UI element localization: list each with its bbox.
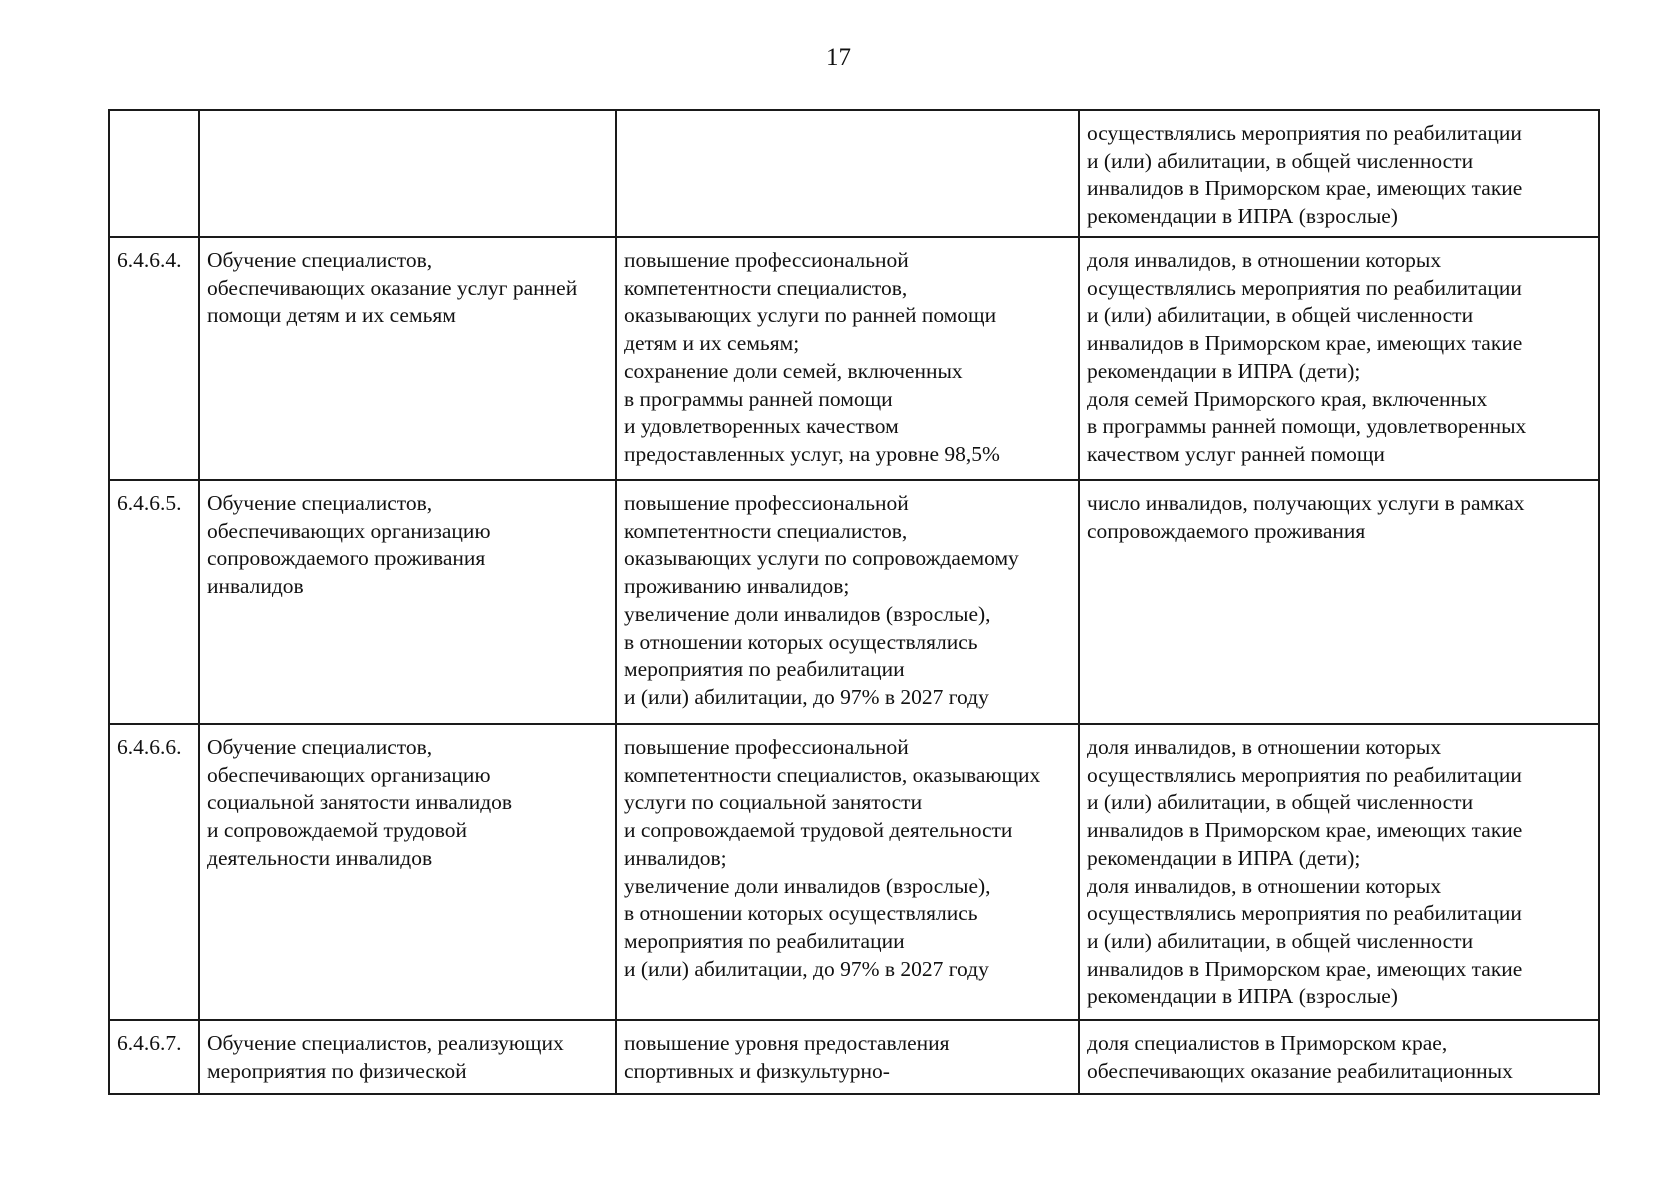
event-text-line: Обучение специалистов, <box>207 491 433 515</box>
event-text-line: Обучение специалистов, реализующих <box>207 1031 564 1055</box>
indicator-text-line: доля инвалидов, в отношении которых <box>1087 735 1442 759</box>
indicator-cell <box>1079 237 1599 480</box>
result-text-line: оказывающих услуги по сопровождаемому <box>624 546 1019 571</box>
indicator-text-line: и (или) абилитации, в общей численности <box>1087 303 1474 328</box>
result-text-line: услуги по социальной занятости <box>624 790 923 815</box>
indicator-text-line: и (или) абилитации, в общей численности <box>1087 928 1474 953</box>
result-text-line: компетентности специалистов, <box>624 518 908 543</box>
event-text-line: обеспечивающих организацию <box>207 518 491 543</box>
result-text-line: в отношении которых осуществлялись <box>624 901 978 926</box>
row-number-cell <box>109 110 199 237</box>
result-text-line: и удовлетворенных качеством <box>624 414 899 439</box>
result-text-line: проживанию инвалидов; <box>624 574 850 599</box>
indicator-text-line: доля инвалидов, в отношении которых <box>1087 248 1442 272</box>
indicator-text-line: в программы ранней помощи, удовлетворенных <box>1087 414 1527 439</box>
result-text-line: в отношении которых осуществлялись <box>624 629 978 654</box>
result-cell <box>616 724 1079 1020</box>
result-text-line: повышение профессиональной <box>624 248 909 272</box>
indicator-text-line: и (или) абилитации, в общей численности <box>1087 790 1474 815</box>
indicator-text-line: доля специалистов в Приморском крае, <box>1087 1031 1448 1055</box>
result-text-line: мероприятия по реабилитации <box>624 928 905 953</box>
event-text-line: Обучение специалистов, <box>207 735 433 759</box>
indicator-text-line: осуществлялись мероприятия по реабилитации <box>1087 901 1522 926</box>
indicator-text-line: рекомендации в ИПРА (дети); <box>1087 358 1361 383</box>
indicator-cell <box>1079 724 1599 1020</box>
result-cell <box>616 1020 1079 1094</box>
result-text-line: и (или) абилитации, до 97% в 2027 году <box>624 684 989 709</box>
result-text-line: спортивных и физкультурно- <box>624 1058 890 1083</box>
result-text-line: оказывающих услуги по ранней помощи <box>624 303 997 328</box>
indicator-text-line: инвалидов в Приморском крае, имеющих такие <box>1087 818 1523 843</box>
event-text-line: обеспечивающих организацию <box>207 762 491 787</box>
indicator-text-line: обеспечивающих оказание реабилитационных <box>1087 1058 1513 1083</box>
indicator-text-line: качеством услуг ранней помощи <box>1087 441 1385 466</box>
indicator-text-line: и (или) абилитации, в общей численности <box>1087 148 1474 173</box>
event-text-line: помощи детям и их семьям <box>207 303 456 328</box>
result-text-line: увеличение доли инвалидов (взрослые), <box>624 873 991 898</box>
table-row <box>109 237 1599 480</box>
result-text-line: в программы ранней помощи <box>624 386 893 411</box>
table-row <box>109 110 1599 237</box>
result-text-line: мероприятия по реабилитации <box>624 657 905 682</box>
result-text-line: инвалидов; <box>624 845 727 870</box>
event-cell <box>199 724 616 1020</box>
result-text-line: и сопровождаемой трудовой деятельности <box>624 818 1013 843</box>
row-number-cell <box>109 1020 199 1094</box>
indicator-text-line: доля семей Приморского края, включенных <box>1087 386 1488 411</box>
event-text-line: и сопровождаемой трудовой <box>207 818 467 843</box>
event-text-line: социальной занятости инвалидов <box>207 790 513 815</box>
table-row <box>109 1020 1599 1094</box>
event-cell <box>199 1020 616 1094</box>
result-text-line: повышение профессиональной <box>624 491 909 515</box>
result-cell <box>616 110 1079 237</box>
result-text-line: повышение профессиональной <box>624 735 909 759</box>
indicator-text-line: доля инвалидов, в отношении которых <box>1087 873 1442 898</box>
indicator-text-line: осуществлялись мероприятия по реабилитации <box>1087 121 1522 145</box>
indicator-text-line: инвалидов в Приморском крае, имеющих такие <box>1087 176 1523 201</box>
indicator-text-line: рекомендации в ИПРА (взрослые) <box>1087 204 1398 229</box>
result-text-line: увеличение доли инвалидов (взрослые), <box>624 601 991 626</box>
indicator-text-line: инвалидов в Приморском крае, имеющих такие <box>1087 331 1523 356</box>
event-cell <box>199 237 616 480</box>
row-number: 6.4.6.7. <box>117 1031 182 1055</box>
row-number: 6.4.6.6. <box>117 735 182 759</box>
result-text-line: сохранение доли семей, включенных <box>624 358 963 383</box>
event-text-line: Обучение специалистов, <box>207 248 433 272</box>
indicator-text-line: рекомендации в ИПРА (взрослые) <box>1087 984 1398 1009</box>
result-text-line: и (или) абилитации, до 97% в 2027 году <box>624 956 989 981</box>
result-text-line: предоставленных услуг, на уровне 98,5% <box>624 441 1000 466</box>
row-number: 6.4.6.4. <box>117 248 182 272</box>
table-row <box>109 480 1599 724</box>
indicator-cell <box>1079 110 1599 237</box>
indicator-cell <box>1079 480 1599 724</box>
event-text-line: обеспечивающих оказание услуг ранней <box>207 275 578 300</box>
table-row <box>109 724 1599 1020</box>
indicator-text-line: осуществлялись мероприятия по реабилитации <box>1087 762 1522 787</box>
result-cell <box>616 237 1079 480</box>
row-number-cell <box>109 237 199 480</box>
indicator-text-line: осуществлялись мероприятия по реабилитации <box>1087 275 1522 300</box>
result-cell <box>616 480 1079 724</box>
result-text-line: компетентности специалистов, <box>624 275 908 300</box>
event-text-line: инвалидов <box>207 574 304 599</box>
page-number: 17 <box>826 44 851 71</box>
result-text-line: повышение уровня предоставления <box>624 1031 950 1055</box>
event-text-line: деятельности инвалидов <box>207 845 433 870</box>
result-text-line: детям и их семьям; <box>624 331 800 356</box>
indicator-text-line: рекомендации в ИПРА (дети); <box>1087 845 1361 870</box>
row-number-cell <box>109 480 199 724</box>
event-cell <box>199 110 616 237</box>
indicator-text-line: инвалидов в Приморском крае, имеющих такие <box>1087 956 1523 981</box>
row-number-cell <box>109 724 199 1020</box>
result-text-line: компетентности специалистов, оказывающих <box>624 762 1041 787</box>
event-cell <box>199 480 616 724</box>
event-text-line: мероприятия по физической <box>207 1058 467 1083</box>
measures-table <box>108 109 1600 1095</box>
indicator-text-line: число инвалидов, получающих услуги в рамках <box>1087 491 1525 515</box>
indicator-text-line: сопровождаемого проживания <box>1087 518 1366 543</box>
event-text-line: сопровождаемого проживания <box>207 546 486 571</box>
indicator-cell <box>1079 1020 1599 1094</box>
row-number: 6.4.6.5. <box>117 491 182 515</box>
